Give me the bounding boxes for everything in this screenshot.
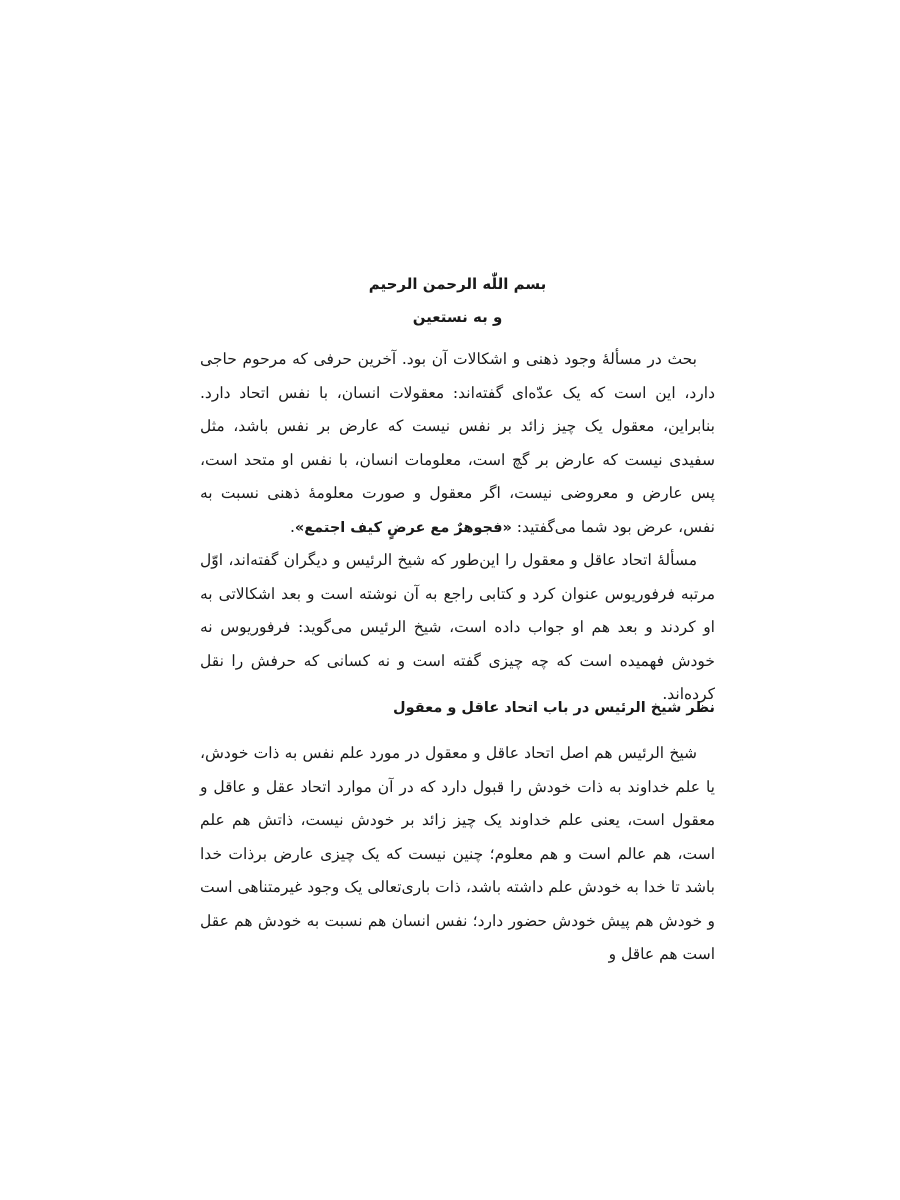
paragraph-2 [200, 544, 715, 712]
paragraph-1-text: بحث در مسألۀ وجود ذهنی و اشکالات آن بود. آخرین حرفی که مرحوم حاجی دارد، این است که یک عدّه‌ای گفته‌اند: معقولات انسان، با نفس اتحاد دارد. بنابراین، معقول یک چیز زائد بر نفس نیست که عارض بر نفس باشد، مثل سفیدی نیست که عارض بر گچ است، معلومات انسان، با نفس او متحد است، پس عارض و معروضی نیست، اگر معقول و صورت معلومۀ ذهنی نسبت به نفس، عرض بود شما می‌گفتید: [200, 350, 715, 536]
paragraph-3 [200, 737, 715, 972]
paragraph-1 [200, 343, 715, 545]
paragraph-1-end: . [289, 517, 295, 536]
paragraph-3-text: شیخ الرئیس هم اصل اتحاد عاقل و معقول در مورد علم نفس به ذات خودش، یا علم خداوند به ذات خودش را قبول دارد که در آن موارد اتحاد عقل و عاقل و معقول است، یعنی علم خداوند یک چیز زائد بر خودش نیست، ذاتش هم علم است، هم عالم است و هم معلوم؛ چنین نیست که یک چیزی عارض برذات خدا باشد تا خدا به خودش علم داشته باشد، ذات باری‌تعالی یک وجود غیرمتناهی است و خودش هم پیش خودش حضور دارد؛ نفس انسان هم نسبت به خودش هم عقل است هم عاقل و [200, 744, 715, 963]
basmala-heading: بسم اللّٰه الرحمن الرحیم [368, 275, 547, 293]
arabic-quote: «فجوهرٌ مع عرضٍ کیف اجتمع» [294, 519, 512, 536]
subtitle-heading: و به نستعین [412, 308, 503, 326]
section-heading: نظر شیخ الرئیس در باب اتحاد عاقل و معقول [393, 700, 715, 716]
paragraph-2-text: مسألۀ اتحاد عاقل و معقول را این‌طور که شیخ الرئیس و دیگران گفته‌اند، اوّل مرتبه فرفوریوس عنوان کرد و کتابی راجع به آن نوشته است و بعد اشکالاتی به او کردند و بعد هم او جواب داده است، شیخ الرئیس می‌گوید: فرفوریوس نه خودش فهمیده است که چه چیزی گفته است و نه کسانی که حرفش را نقل کرده‌اند. [200, 551, 715, 703]
